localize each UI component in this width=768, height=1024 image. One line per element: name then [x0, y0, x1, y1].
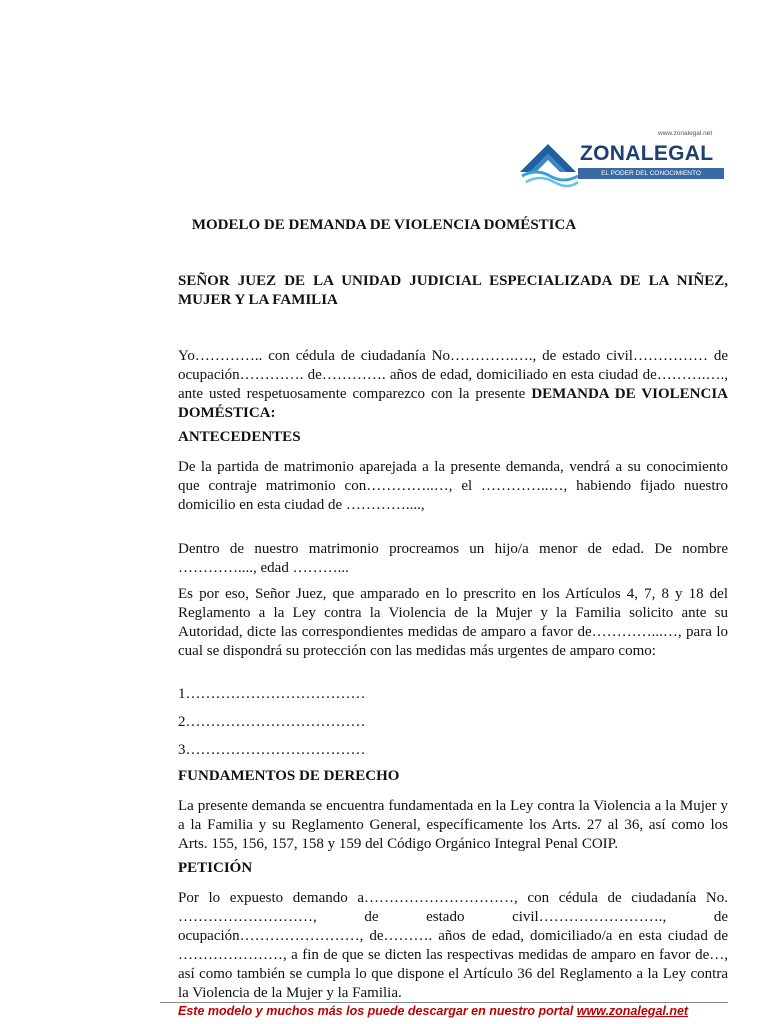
fundamentos-paragraph: La presente demanda se encuentra fundamentada en la Ley contra la Violencia a la Mujer y a la Familia y su Reglamento General, específicamente los Arts. 27 al 36, así como los Arts. 155, 156, 157, 158 y 159 del Código Orgánico Integral Penal COIP.: [178, 798, 728, 852]
list-item: 3………………………………: [178, 742, 366, 758]
intro-text: Yo………….. con cédula de ciudadanía No………….…., de estado civil…………… de ocupación…………. de…………. años de edad, domiciliado en esta ciudad de……….…., ante usted respetuosamente comparezco con la presente: [178, 348, 728, 402]
antecedentes-paragraph-3: Es por eso, Señor Juez, que amparado en lo prescrito en los Artículos 4, 7, 8 y 18 del Reglamento a la Ley contra la Violencia de la Mujer y la Familia solicito ante su Autoridad, dicte las correspondientes medidas de amparo a favor de…………...…, para lo cual se dispondrá su protección con las medidas más urgentes de amparo como:: [178, 586, 728, 659]
footer-note: [178, 1004, 688, 1018]
list-item: 1………………………………: [178, 686, 366, 702]
antecedentes-paragraph-1: De la partida de matrimonio aparejada a la presente demanda, vendrá a su conocimiento que contraje matrimonio con…………..…, el …………..…, habiendo fijado nuestro domicilio en esta ciudad de …………....,: [178, 459, 728, 513]
section-heading-fundamentos: FUNDAMENTOS DE DERECHO: [178, 768, 400, 784]
footer-link[interactable]: www.zonalegal.net: [576, 1004, 689, 1018]
intro-bold-text: DEMANDA DE VIOLENCIA DOMÉSTICA:: [178, 386, 728, 421]
list-item: 2………………………………: [178, 714, 366, 730]
antecedentes-paragraph-2: Dentro de nuestro matrimonio procreamos un hijo/a menor de edad. De nombre …………...., edad ………...: [178, 541, 728, 576]
document-title: MODELO DE DEMANDA DE VIOLENCIA DOMÉSTICA: [191, 217, 577, 233]
footer-divider: [160, 1002, 728, 1003]
section-heading-antecedentes: ANTECEDENTES: [178, 429, 301, 445]
section-heading-peticion: PETICIÓN: [178, 860, 253, 876]
addressee: SEÑOR JUEZ DE LA UNIDAD JUDICIAL ESPECIALIZADA DE LA NIÑEZ, MUJER Y LA FAMILIA: [178, 273, 728, 308]
logo-name: ZONALEGAL: [580, 142, 714, 165]
intro-paragraph: [178, 347, 728, 423]
logo-tagline: EL PODER DEL CONOCIMIENTO: [578, 168, 724, 179]
footer-text: Este modelo y muchos más los puede descargar en nuestro portal: [178, 1004, 577, 1018]
peticion-paragraph: Por lo expuesto demando a…………………………, con cédula de ciudadanía No. ………………………, de estado civil……………………., de ocupación……………………, de………. años de edad, domiciliado/a en esta ciudad de …………………, a fin de que se dicten las respectivas medidas de amparo en favor de…, así como también se cumpla lo que dispone el Artículo 36 del Reglamento a la Ley contra la Violencia de la Mujer y la Familia.: [178, 890, 728, 1001]
zonalegal-logo-icon: [516, 138, 580, 188]
logo-url: www.zonalegal.net: [658, 130, 713, 137]
